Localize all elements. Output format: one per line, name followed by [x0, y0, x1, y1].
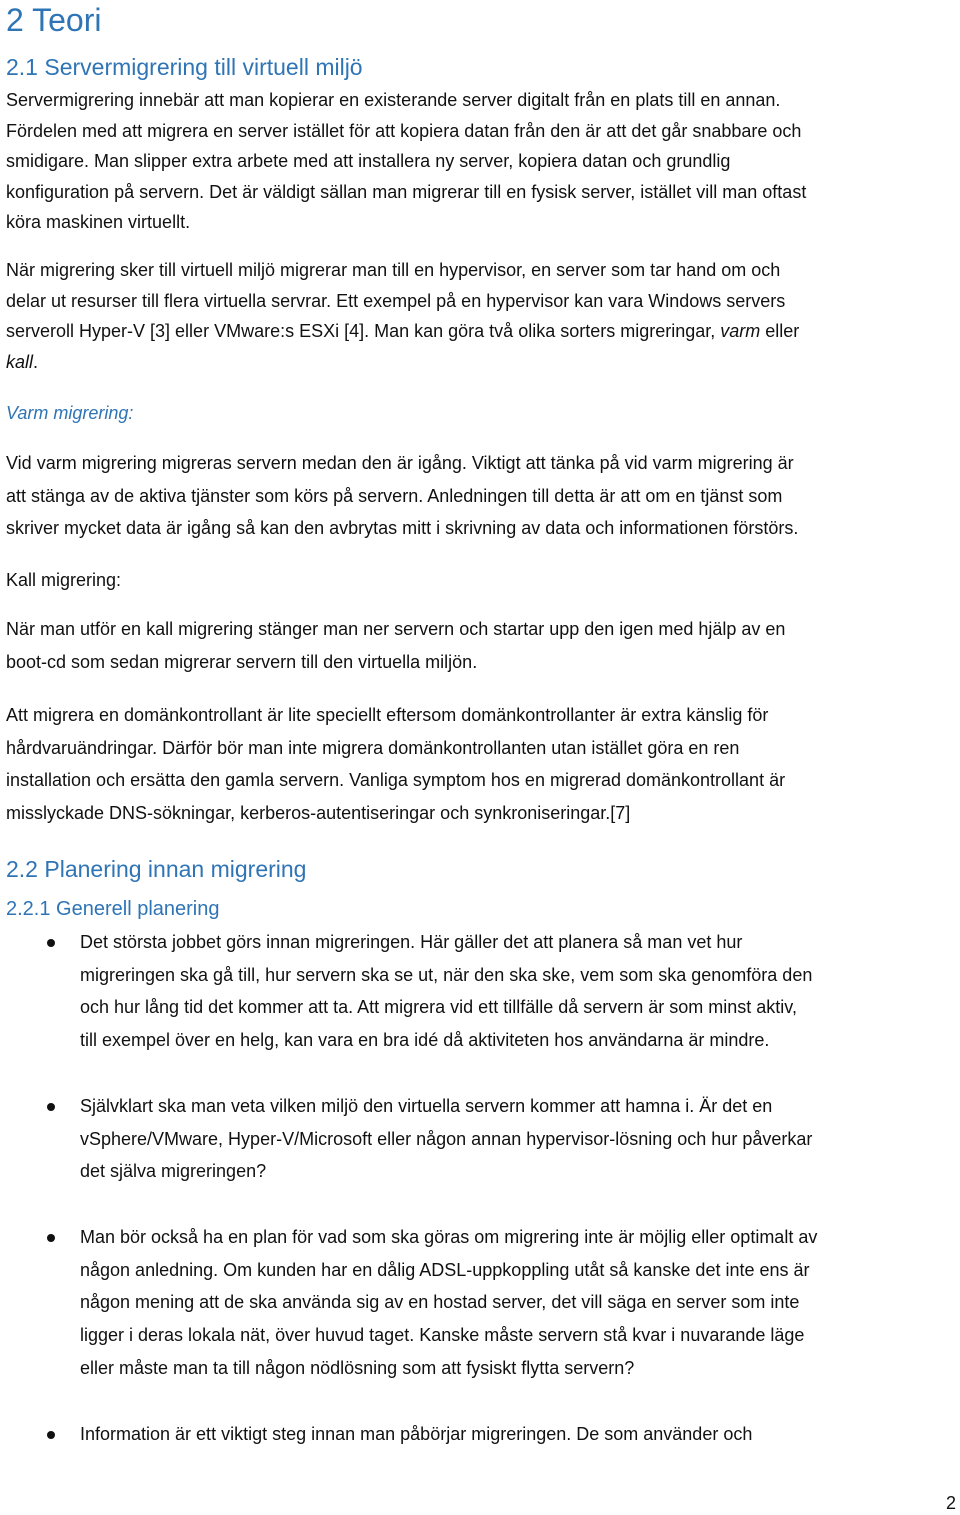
list-item-text [80, 1090, 960, 1188]
text-line: ligger i deras lokala nät, över huvud taget. Kanske måste servern stå kvar i nuvarande läge [80, 1325, 805, 1346]
text-line: serveroll Hyper-V [3] eller VMware:s ESXi [4]. Man kan göra två olika sorters migreringar, [6, 321, 716, 341]
subsection-heading-2-2-1: 2.2.1 Generell planering [6, 898, 220, 920]
text-line: delar ut resurser till flera virtuella servrar. Ett exempel på en hypervisor kan vara Windows servers [6, 290, 786, 311]
italic-term-kall: kall [6, 351, 34, 372]
text-line: skriver mycket data är igång så kan den avbrytas mitt i skrivning av data och informationen förstörs. [6, 518, 799, 538]
text-line: När migrering sker till virtuell miljö migrerar man till en hypervisor, en server som tar hand om och [6, 260, 781, 280]
paragraph-warm-migration [6, 447, 956, 545]
list-item-text [80, 1221, 960, 1385]
text-line: det själva migreringen? [80, 1161, 267, 1182]
text-line: Självklart ska man veta vilken miljö den virtuella servern kommer att hamna i. Är det en [80, 1096, 773, 1116]
text-line: hårdvaruändringar. Därför bör man inte migrera domänkontrollanten utan istället göra en ren [6, 737, 740, 758]
text-line: att stänga av de aktiva tjänster som körs på servern. Anledningen till detta är att om en tjänst som [6, 485, 783, 506]
text-line: Att migrera en domänkontrollant är lite speciellt eftersom domänkontrollanter är extra känslig för [6, 705, 769, 725]
text-fragment: . [33, 351, 39, 372]
text-line [6, 347, 956, 378]
list-item-text [80, 926, 960, 1057]
text-line: boot-cd som sedan migrerar servern till den virtuella miljön. [6, 651, 478, 672]
italic-term-varm: varm [720, 321, 761, 341]
text-line: migreringen ska gå till, hur servern ska se ut, när den ska ske, vem som ska genomföra den [80, 964, 813, 985]
paragraph-intro [6, 85, 956, 238]
list-item-text [80, 1418, 960, 1451]
text-line: Fördelen med att migrera en server istället för att kopiera datan från den är att det går snabbare och [6, 120, 802, 141]
text-line: När man utför en kall migrering stänger man ner servern och startar upp den igen med hjälp av en [6, 619, 786, 639]
text-line: misslyckade DNS-sökningar, kerberos-autentiseringar och synkroniseringar.[7] [6, 802, 631, 823]
text-line: någon mening att de ska använda sig av en hostad server, det vill säga en server som inte [80, 1292, 800, 1313]
chapter-heading: 2 Teori [6, 2, 102, 38]
bullet-point-icon [47, 1234, 55, 1242]
text-line: installation och ersätta den gamla servern. Vanliga symptom hos en migrerad domänkontrollant är [6, 770, 786, 790]
text-line: och hur lång tid det kommer att ta. Att migrera vid ett tillfälle då servern är som minst aktiv, [80, 997, 797, 1018]
paragraph-cold-migration [6, 613, 956, 678]
text-line: någon anledning. Om kunden har en dålig ADSL-uppkoppling utåt så kanske det inte ens är [80, 1259, 810, 1280]
text-fragment: eller [760, 321, 800, 341]
paragraph-domain-controller [6, 699, 956, 829]
text-line: vSphere/VMware, Hyper-V/Microsoft eller någon annan hypervisor-lösning och hur påverkar [80, 1128, 813, 1149]
text-line: Information är ett viktigt steg innan man påbörjar migreringen. De som använder och [80, 1424, 753, 1444]
section-heading-2-1: 2.1 Servermigrering till virtuell miljö [6, 54, 363, 80]
text-line: Det största jobbet görs innan migreringen. Här gäller det att planera så man vet hur [80, 932, 743, 952]
text-line: konfiguration på servern. Det är väldigt sällan man migrerar till en fysisk server, istället vill man oftast [6, 181, 807, 202]
bullet-point-icon [47, 939, 55, 947]
text-line: Man bör också ha en plan för vad som ska göras om migrering inte är möjlig eller optimalt av [80, 1227, 818, 1247]
text-line: till exempel över en helg, kan vara en bra idé då aktiviteten hos användarna är mindre. [80, 1030, 770, 1051]
text-line: Servermigrering innebär att man kopierar en existerande server digitalt från en plats till en annan. [6, 90, 781, 110]
section-heading-2-2: 2.2 Planering innan migrering [6, 856, 307, 882]
text-line: Vid varm migrering migreras servern medan den är igång. Viktigt att tänka på vid varm migrering är [6, 453, 794, 473]
bullet-point-icon [47, 1103, 55, 1111]
warm-migration-label: Varm migrering: [6, 403, 134, 423]
page-number: 2 [945, 1493, 956, 1513]
bullet-point-icon [47, 1431, 55, 1439]
text-line [6, 316, 956, 347]
paragraph-hypervisor [6, 255, 956, 377]
cold-migration-label: Kall migrering: [6, 570, 122, 590]
text-line: eller måste man ta till någon nödlösning som att fysiskt flytta servern? [80, 1357, 635, 1378]
text-line: köra maskinen virtuellt. [6, 212, 191, 232]
text-line: smidigare. Man slipper extra arbete med att installera ny server, kopiera datan och grundlig [6, 151, 731, 171]
